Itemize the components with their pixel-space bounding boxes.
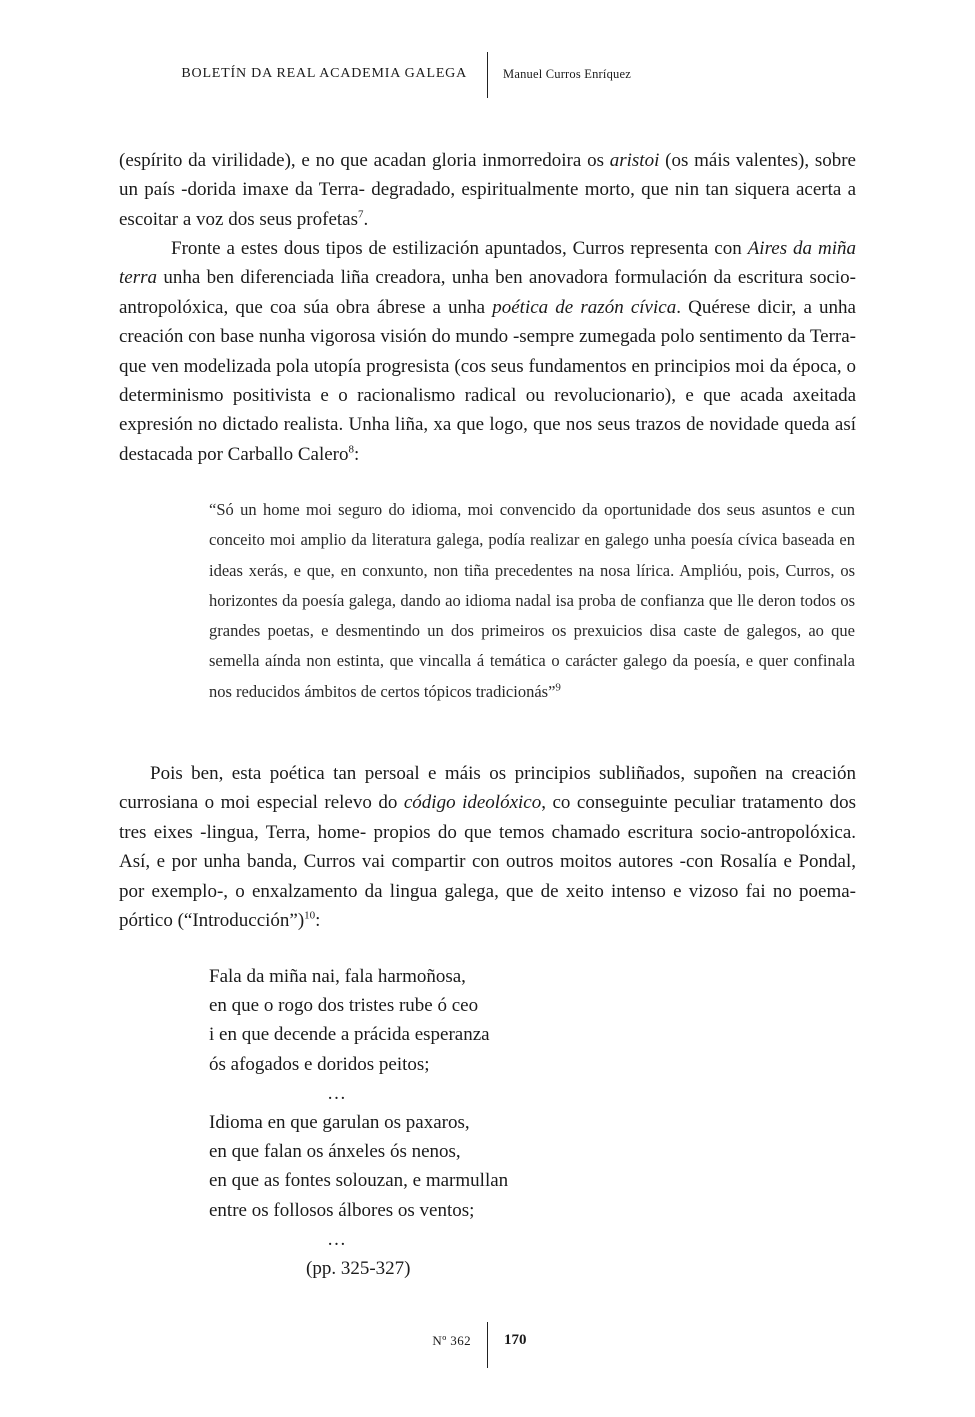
poem-page-reference: (pp. 325-327)	[306, 1258, 411, 1280]
footnote-ref-9[interactable]: 9	[555, 681, 561, 694]
emphasis: poética de razón cívica	[492, 296, 677, 318]
paragraph-text: , co conseguinte peculiar tratamento dos tres eixes -lingua, Terra, home- propios do que temos chamado escritura socio-antropolóxica. Así, e por unha banda, Curros vai compartir con outros moitos autores -con Rosalía e Pondal, por exemplo-, o enxalzamento da lingua galega, que de xeito intenso e vizoso fai no poema-pórtico (“Introducción”)	[119, 792, 856, 932]
paragraph-text: :	[315, 910, 321, 932]
poem-line: entre os follosos álbores os ventos;	[209, 1199, 475, 1221]
footnote-ref-7[interactable]: 7	[358, 208, 364, 221]
paragraph-text: Pois ben, esta poética tan persoal e máis os principios subliñados, supoñen na creación currosiana o moi especial relevo do	[119, 763, 856, 814]
journal-title: BOLETÍN DA REAL ACADEMIA GALEGA	[181, 66, 467, 81]
paragraph-text: unha ben diferenciada liña creadora, unha ben anovadora formulación da escritura socio-antropolóxica, que coa súa obra ábrese a unha	[119, 267, 856, 318]
poem-line: Fala da miña nai, fala harmoñosa,	[209, 966, 466, 987]
paragraph-3	[119, 759, 856, 935]
quote-text: “Só un home moi seguro do idioma, moi convencido da oportunidade dos seus asuntos e cun conceito moi amplio da literatura galega, podía realizar en galego unha poesía cívica baseada en ideas xerás, e que, en conxunto, non tiña precedentes na nosa lírica. Amplióu, pois, Curros, os horizontes da poesía galega, dando ao idioma nadal isa proba de confianza que lle deron todos os grandes poetas, e desmentindo un dos primeiros os prexuicios disa caste de galegos, ao que semella aínda non estinta, que vincalla á temática o carácter galego da poesía, e quer confinala nos reducidos ámbitos de certos tópicos tradicionás”	[209, 500, 855, 701]
poem-line: Idioma en que garulan os paxaros,	[209, 1112, 470, 1134]
emphasis: aristoi	[609, 150, 660, 171]
poem-line: en que o rogo dos tristes rube ó ceo	[209, 995, 479, 1017]
poem-line: en que falan os ánxeles ós nenos,	[209, 1141, 461, 1163]
paragraph-text: . Quérese dicir, a unha creación con base nunha vigorosa visión do mundo -sempre zumegada polo sentimento da Terra- que ven modelizada pola utopía progresista (cos seus fundamentos en principios moi da época, o determinismo positivista e o racionalismo radical ou revolucionario), e que acada axeitada expresión no dictado realista. Unha liña, xa que logo, que nos seus trazos de novidade queda así destacada por Carballo Calero	[119, 296, 856, 465]
paragraph-text: :	[353, 443, 360, 465]
running-author: Manuel Curros Enríquez	[503, 67, 631, 81]
paragraph-text: (espírito da virilidade), e no que acadan gloria inmorredoira os	[119, 150, 610, 171]
poem-excerpt	[209, 962, 508, 1283]
poem-line: i en que decende a prácida esperanza	[209, 1024, 490, 1046]
poem-line: ós afogados e doridos peitos;	[209, 1053, 430, 1075]
emphasis: código ideolóxico	[403, 792, 542, 814]
paragraph-1	[119, 146, 856, 234]
paragraph-text: Fronte a estes dous tipos de estilización apuntados, Curros representa con	[171, 238, 748, 259]
running-header	[0, 52, 975, 100]
poem-ellipsis: …	[327, 1228, 346, 1250]
book-title: Aires da miña terra	[119, 238, 856, 289]
paragraph-text: .	[363, 208, 369, 230]
footnote-ref-10[interactable]: 10	[304, 909, 316, 922]
page-footer	[0, 1322, 975, 1368]
block-quote	[209, 495, 855, 707]
footer-divider	[487, 1322, 488, 1368]
issue-number: Nº 362	[432, 1333, 471, 1348]
poem-line: en que as fontes solouzan, e marmullan	[209, 1170, 509, 1192]
footnote-ref-8[interactable]: 8	[348, 443, 354, 456]
poem-ellipsis: …	[327, 1082, 346, 1104]
paragraph-text: (os máis valentes), sobre un país -dorida imaxe da Terra- degradado, espiritualmente morto, que nin tan siquera acerta a escoitar a voz dos seus profetas	[119, 150, 856, 230]
paragraph-2	[119, 234, 856, 469]
page-number: 170	[504, 1332, 527, 1348]
header-divider	[487, 52, 488, 98]
